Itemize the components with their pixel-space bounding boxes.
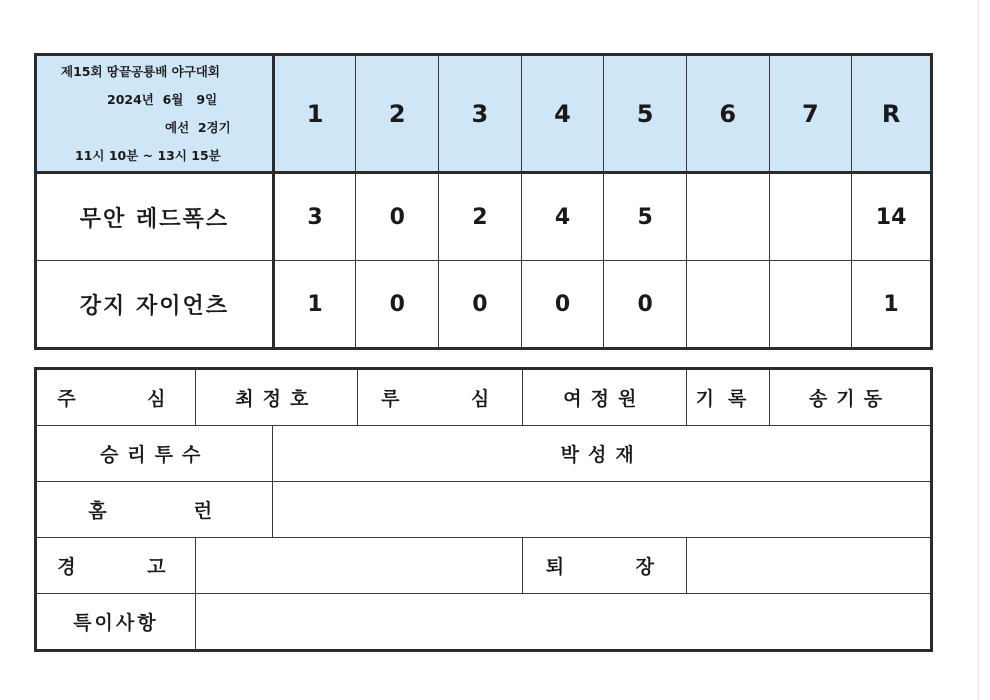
game-number: 예선 2경기 xyxy=(165,119,231,135)
inning-1-header: 1 xyxy=(273,55,356,173)
home-run-value xyxy=(273,482,932,538)
team-row-2 xyxy=(36,261,932,349)
warning-label: 경 고 xyxy=(36,538,196,594)
ejection-value xyxy=(687,538,932,594)
scorer-value: 송기동 xyxy=(769,369,931,426)
ejection-label: 퇴 장 xyxy=(522,538,687,594)
team-2-inning-1: 1 xyxy=(273,261,356,349)
team-2-inning-2: 0 xyxy=(356,261,439,349)
team-2-runs: 1 xyxy=(852,261,932,349)
game-info-cell xyxy=(36,55,274,173)
team-1-runs: 14 xyxy=(852,173,932,261)
notes-row xyxy=(36,594,932,651)
team-1-name: 무안 레드폭스 xyxy=(36,173,274,261)
tournament-title: 제15회 땅끝공룡배 야구대회 xyxy=(61,63,220,79)
runs-header: R xyxy=(852,55,932,173)
team-2-name: 강지 자이언츠 xyxy=(36,261,274,349)
inning-3-header: 3 xyxy=(439,55,522,173)
team-2-inning-5: 0 xyxy=(604,261,687,349)
inning-header-row xyxy=(36,55,932,173)
notes-label: 특이사항 xyxy=(36,594,196,651)
scoreboard-table xyxy=(34,53,933,350)
warning-value xyxy=(195,538,522,594)
page-edge-line xyxy=(978,0,979,700)
inning-2-header: 2 xyxy=(356,55,439,173)
team-1-inning-7 xyxy=(769,173,852,261)
game-date: 2024년 6월 9일 xyxy=(107,91,218,107)
home-run-row xyxy=(36,482,932,538)
team-row-1 xyxy=(36,173,932,261)
team-2-inning-4: 0 xyxy=(521,261,604,349)
umpires-row xyxy=(36,369,932,426)
home-run-label: 홈 런 xyxy=(36,482,273,538)
team-2-inning-6 xyxy=(686,261,769,349)
winning-pitcher-row xyxy=(36,426,932,482)
inning-5-header: 5 xyxy=(604,55,687,173)
team-2-inning-7 xyxy=(769,261,852,349)
warning-ejection-row xyxy=(36,538,932,594)
team-2-inning-3: 0 xyxy=(439,261,522,349)
chief-umpire-value: 최정호 xyxy=(195,369,357,426)
chief-umpire-label: 주 심 xyxy=(36,369,196,426)
team-1-inning-6 xyxy=(686,173,769,261)
inning-4-header: 4 xyxy=(521,55,604,173)
officials-table xyxy=(34,367,933,652)
winning-pitcher-label: 승리투수 xyxy=(36,426,273,482)
notes-value xyxy=(195,594,931,651)
team-1-inning-4: 4 xyxy=(521,173,604,261)
winning-pitcher-value: 박성재 xyxy=(273,426,932,482)
team-1-inning-5: 5 xyxy=(604,173,687,261)
inning-7-header: 7 xyxy=(769,55,852,173)
team-1-inning-1: 3 xyxy=(273,173,356,261)
base-umpire-value: 여정원 xyxy=(522,369,687,426)
inning-6-header: 6 xyxy=(686,55,769,173)
base-umpire-label: 루 심 xyxy=(357,369,522,426)
scorer-label: 기록 xyxy=(687,369,770,426)
game-time: 11시 10분 ~ 13시 15분 xyxy=(75,147,221,163)
team-1-inning-2: 0 xyxy=(356,173,439,261)
team-1-inning-3: 2 xyxy=(439,173,522,261)
